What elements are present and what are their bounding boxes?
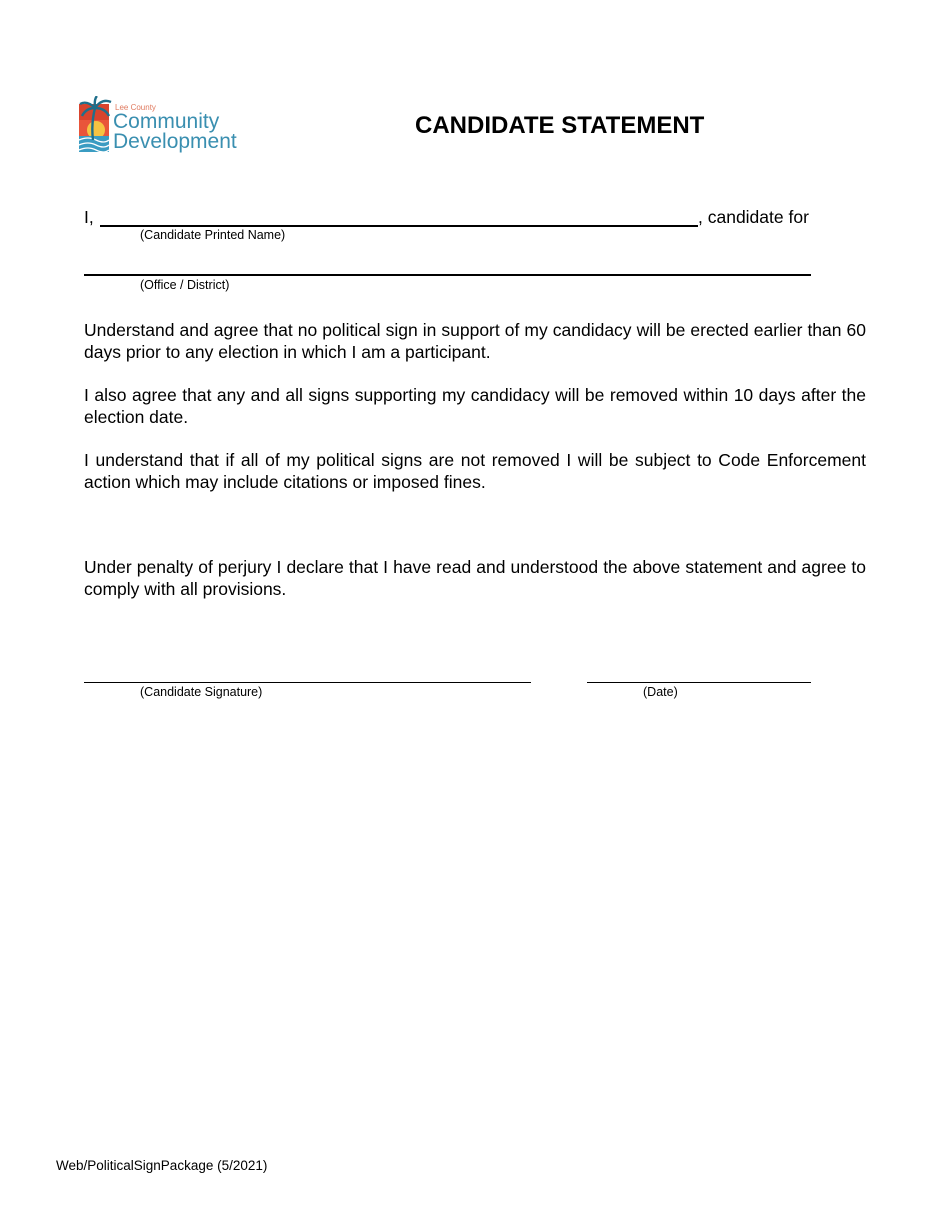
name-prefix: I,	[84, 207, 94, 227]
date-caption: (Date)	[643, 685, 678, 699]
logo-community-text: Community	[113, 110, 220, 133]
office-district-caption: (Office / District)	[140, 278, 230, 292]
candidate-for-text: , candidate for	[698, 207, 809, 227]
logo-county-text: Lee County	[115, 103, 156, 112]
palm-tree-sunset-icon	[78, 96, 114, 154]
document-footer: Web/PoliticalSignPackage (5/2021)	[56, 1158, 268, 1173]
candidate-name-caption: (Candidate Printed Name)	[140, 228, 286, 242]
statement-paragraph-3: I understand that if all of my political signs are not removed I will be subject to Code Enforcement action which may include citations or imposed fines.	[84, 450, 866, 492]
perjury-declaration: Under penalty of perjury I declare that I have read and understood the above statement and agree to comply with all provisions.	[84, 557, 866, 599]
office-district-field[interactable]	[84, 274, 811, 276]
lee-county-logo	[78, 96, 248, 156]
date-field[interactable]	[587, 682, 811, 683]
statement-paragraph-2: I also agree that any and all signs supporting my candidacy will be removed within 10 days after the election date.	[84, 385, 866, 427]
candidate-signature-caption: (Candidate Signature)	[140, 685, 263, 699]
page-title: CANDIDATE STATEMENT	[415, 112, 705, 139]
logo-development-text: Development	[113, 130, 237, 153]
statement-paragraph-1: Understand and agree that no political sign in support of my candidacy will be erected earlier than 60 days prior to any election in which I am a participant.	[84, 320, 866, 362]
candidate-signature-field[interactable]	[84, 682, 531, 683]
candidate-name-field[interactable]	[100, 225, 698, 227]
